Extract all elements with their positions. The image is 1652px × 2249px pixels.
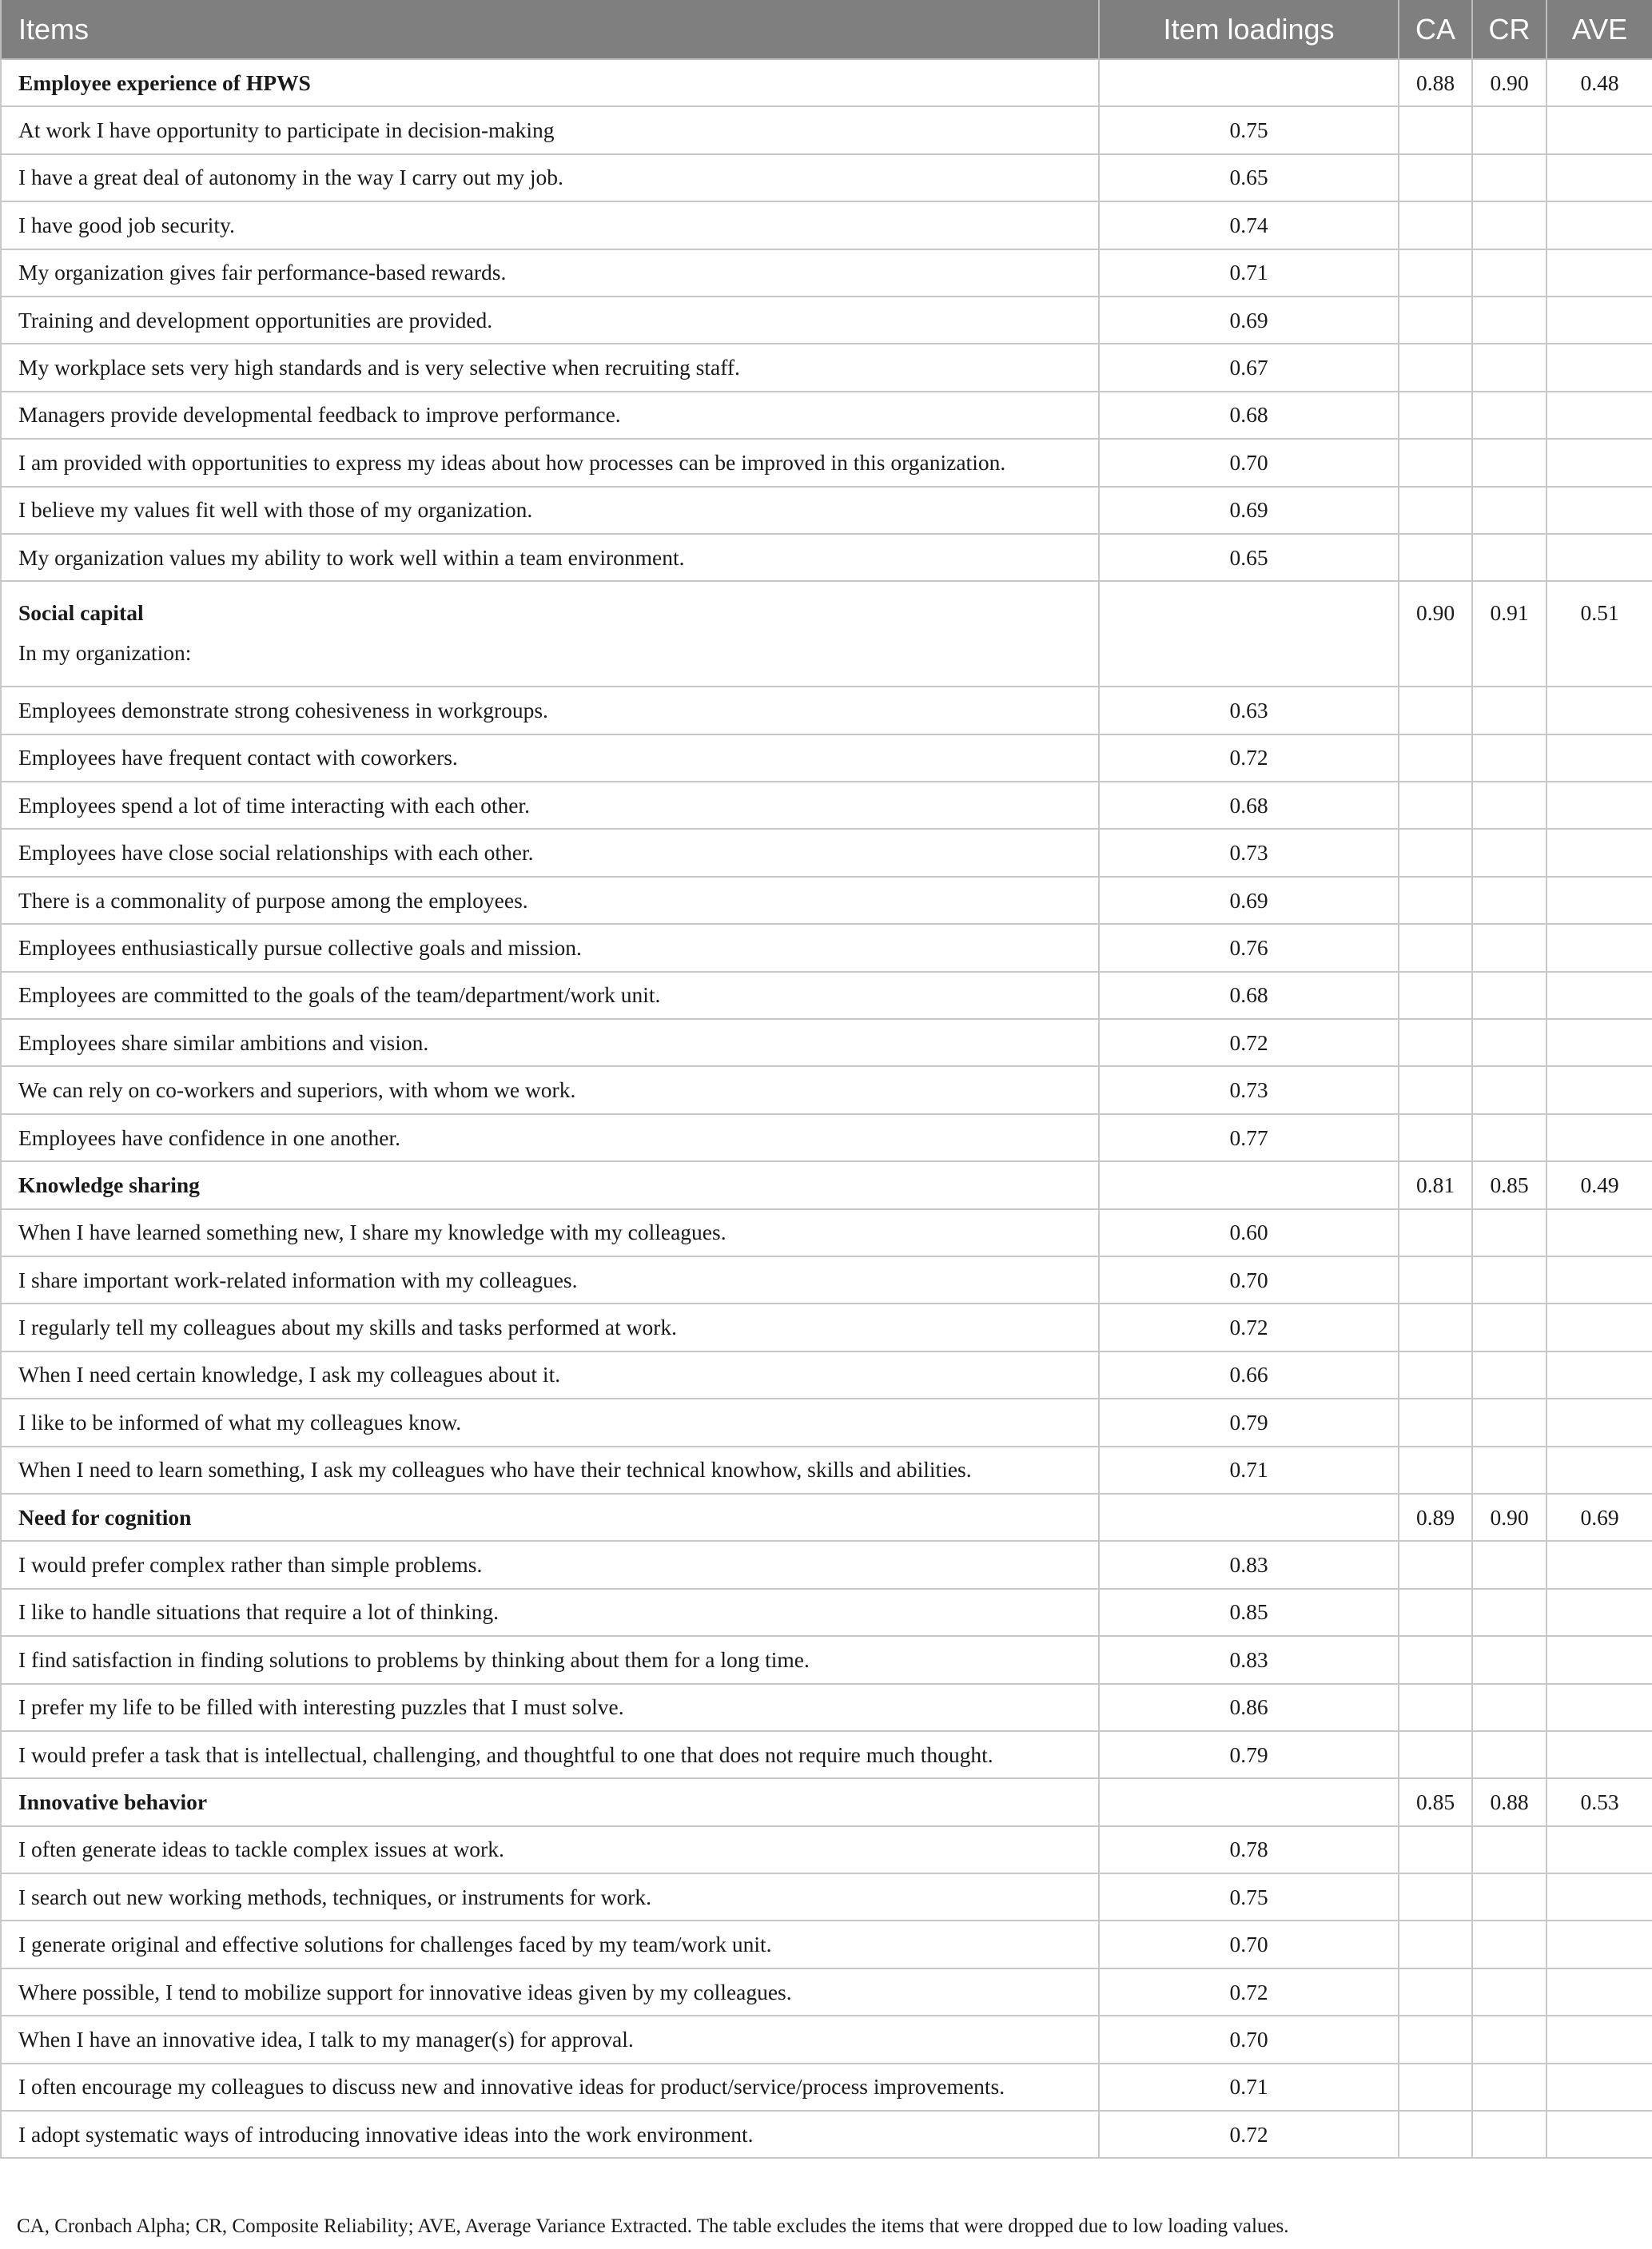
empty-cell	[1547, 2111, 1652, 2158]
empty-cell	[1472, 877, 1547, 924]
item-text: Employees are committed to the goals of the team/department/work unit.	[1, 972, 1099, 1019]
item-loading: 0.63	[1099, 687, 1399, 734]
empty-cell	[1472, 1399, 1547, 1446]
empty-cell	[1399, 1209, 1472, 1256]
empty-cell	[1472, 2111, 1547, 2158]
item-loading: 0.70	[1099, 439, 1399, 486]
empty-cell	[1547, 487, 1652, 534]
empty-cell	[1399, 782, 1472, 829]
item-text: I share important work-related information with my colleagues.	[1, 1256, 1099, 1304]
item-text: Managers provide developmental feedback to improve performance.	[1, 392, 1099, 439]
table-row	[1, 1968, 1652, 2016]
empty-cell	[1472, 1684, 1547, 1731]
empty-cell	[1547, 297, 1652, 344]
empty-cell	[1547, 1351, 1652, 1399]
section-row	[1, 581, 1652, 687]
empty-cell	[1472, 972, 1547, 1019]
section-cr: 0.90	[1472, 59, 1547, 106]
item-text: At work I have opportunity to participate in decision-making	[1, 106, 1099, 153]
table-row	[1, 534, 1652, 581]
section-ave: 0.51	[1547, 581, 1652, 687]
empty-cell	[1399, 487, 1472, 534]
empty-cell	[1547, 1968, 1652, 2016]
section-title-cell	[1, 581, 1099, 687]
item-loading: 0.85	[1099, 1589, 1399, 1636]
empty-cell	[1472, 1873, 1547, 1921]
item-text: I would prefer a task that is intellectual, challenging, and thoughtful to one that does not require much thought.	[1, 1731, 1099, 1778]
table-row	[1, 1873, 1652, 1921]
section-title: Innovative behavior	[1, 1778, 1099, 1825]
empty-cell	[1547, 201, 1652, 249]
item-text: When I have learned something new, I share my knowledge with my colleagues.	[1, 1209, 1099, 1256]
item-loading: 0.75	[1099, 1873, 1399, 1921]
empty-cell	[1399, 1114, 1472, 1161]
empty-cell	[1399, 1447, 1472, 1494]
item-loading: 0.70	[1099, 2016, 1399, 2063]
table-row	[1, 1826, 1652, 1873]
empty-cell	[1472, 1209, 1547, 1256]
table-row	[1, 344, 1652, 391]
item-loading: 0.66	[1099, 1351, 1399, 1399]
table-body	[1, 59, 1652, 2158]
empty-cell	[1547, 1826, 1652, 1873]
empty-cell	[1472, 439, 1547, 486]
table-row	[1, 2111, 1652, 2158]
item-text: I find satisfaction in finding solutions to problems by thinking about them for a long time.	[1, 1636, 1099, 1683]
item-text: When I need to learn something, I ask my colleagues who have their technical knowhow, skills and abilities.	[1, 1447, 1099, 1494]
item-text: I like to handle situations that require a lot of thinking.	[1, 1589, 1099, 1636]
table-row	[1, 1066, 1652, 1113]
item-text: Employees spend a lot of time interacting with each other.	[1, 782, 1099, 829]
header-ave: AVE	[1547, 0, 1652, 59]
empty-cell	[1399, 439, 1472, 486]
empty-cell	[1399, 534, 1472, 581]
empty-cell	[1547, 924, 1652, 971]
table-row	[1, 1114, 1652, 1161]
empty-cell	[1547, 1256, 1652, 1304]
empty-cell	[1547, 2064, 1652, 2111]
table-row	[1, 1351, 1652, 1399]
table-row	[1, 249, 1652, 297]
table-row	[1, 1541, 1652, 1588]
table-row	[1, 1636, 1652, 1683]
empty-cell	[1472, 1731, 1547, 1778]
empty-cell	[1472, 201, 1547, 249]
table-row	[1, 687, 1652, 734]
item-loading: 0.69	[1099, 487, 1399, 534]
item-text: Employees have confidence in one another.	[1, 1114, 1099, 1161]
item-loading: 0.71	[1099, 249, 1399, 297]
empty-cell	[1399, 1826, 1472, 1873]
empty-cell	[1472, 1968, 1547, 2016]
section-loading-empty	[1099, 59, 1399, 106]
empty-cell	[1399, 201, 1472, 249]
empty-cell	[1472, 1589, 1547, 1636]
item-loading: 0.83	[1099, 1636, 1399, 1683]
empty-cell	[1399, 1921, 1472, 1968]
empty-cell	[1399, 1684, 1472, 1731]
item-loading: 0.72	[1099, 1304, 1399, 1351]
table-row	[1, 154, 1652, 201]
table-row	[1, 201, 1652, 249]
empty-cell	[1547, 1304, 1652, 1351]
section-subtitle: In my organization:	[18, 640, 192, 666]
empty-cell	[1547, 534, 1652, 581]
empty-cell	[1399, 297, 1472, 344]
item-loading: 0.70	[1099, 1921, 1399, 1968]
section-ave: 0.49	[1547, 1161, 1652, 1208]
item-text: When I have an innovative idea, I talk to my manager(s) for approval.	[1, 2016, 1099, 2063]
table-row	[1, 1019, 1652, 1066]
table-row	[1, 487, 1652, 534]
empty-cell	[1472, 924, 1547, 971]
item-text: I often generate ideas to tackle complex issues at work.	[1, 1826, 1099, 1873]
item-text: There is a commonality of purpose among the employees.	[1, 877, 1099, 924]
table-row	[1, 1447, 1652, 1494]
table-row	[1, 1589, 1652, 1636]
header-cr: CR	[1472, 0, 1547, 59]
table-row	[1, 1921, 1652, 1968]
table-row	[1, 829, 1652, 876]
empty-cell	[1472, 1447, 1547, 1494]
section-ca: 0.90	[1399, 581, 1472, 687]
item-text: Employees demonstrate strong cohesiveness in workgroups.	[1, 687, 1099, 734]
section-title: Social capital	[18, 600, 144, 626]
item-loading: 0.68	[1099, 972, 1399, 1019]
empty-cell	[1547, 1399, 1652, 1446]
item-loading: 0.69	[1099, 877, 1399, 924]
empty-cell	[1399, 392, 1472, 439]
table-row	[1, 877, 1652, 924]
item-text: I prefer my life to be filled with interesting puzzles that I must solve.	[1, 1684, 1099, 1731]
empty-cell	[1547, 2016, 1652, 2063]
item-loading: 0.69	[1099, 297, 1399, 344]
empty-cell	[1547, 1921, 1652, 1968]
item-loading: 0.74	[1099, 201, 1399, 249]
empty-cell	[1399, 1873, 1472, 1921]
empty-cell	[1399, 2064, 1472, 2111]
section-loading-empty	[1099, 1494, 1399, 1541]
item-text: I have a great deal of autonomy in the way I carry out my job.	[1, 154, 1099, 201]
empty-cell	[1547, 877, 1652, 924]
empty-cell	[1399, 1731, 1472, 1778]
item-loading: 0.72	[1099, 2111, 1399, 2158]
item-text: Employees share similar ambitions and vision.	[1, 1019, 1099, 1066]
table-row	[1, 1304, 1652, 1351]
header-ca: CA	[1399, 0, 1472, 59]
table-footnote: CA, Cronbach Alpha; CR, Composite Reliability; AVE, Average Variance Extracted. The table excludes the items that were dropped due to low loading values.	[17, 2215, 1289, 2237]
header-item-loadings: Item loadings	[1099, 0, 1399, 59]
empty-cell	[1399, 924, 1472, 971]
empty-cell	[1472, 487, 1547, 534]
table-row	[1, 1209, 1652, 1256]
empty-cell	[1547, 1114, 1652, 1161]
empty-cell	[1399, 972, 1472, 1019]
section-row	[1, 1494, 1652, 1541]
empty-cell	[1399, 2016, 1472, 2063]
table-row	[1, 392, 1652, 439]
empty-cell	[1472, 1826, 1547, 1873]
item-loading: 0.72	[1099, 1019, 1399, 1066]
empty-cell	[1472, 2016, 1547, 2063]
empty-cell	[1472, 1304, 1547, 1351]
section-row	[1, 59, 1652, 106]
section-row	[1, 1161, 1652, 1208]
empty-cell	[1547, 392, 1652, 439]
empty-cell	[1547, 1447, 1652, 1494]
item-loading: 0.79	[1099, 1731, 1399, 1778]
empty-cell	[1399, 1351, 1472, 1399]
item-text: Where possible, I tend to mobilize support for innovative ideas given by my colleagues.	[1, 1968, 1099, 2016]
table-row	[1, 106, 1652, 153]
section-ave: 0.69	[1547, 1494, 1652, 1541]
section-ca: 0.89	[1399, 1494, 1472, 1541]
empty-cell	[1547, 1731, 1652, 1778]
empty-cell	[1547, 344, 1652, 391]
item-text: My workplace sets very high standards and is very selective when recruiting staff.	[1, 344, 1099, 391]
table-row	[1, 297, 1652, 344]
empty-cell	[1472, 249, 1547, 297]
section-ave: 0.53	[1547, 1778, 1652, 1825]
item-text: I search out new working methods, techniques, or instruments for work.	[1, 1873, 1099, 1921]
item-loading: 0.65	[1099, 154, 1399, 201]
empty-cell	[1399, 249, 1472, 297]
empty-cell	[1547, 1066, 1652, 1113]
table-row	[1, 1731, 1652, 1778]
section-row	[1, 1778, 1652, 1825]
item-text: I would prefer complex rather than simple problems.	[1, 1541, 1099, 1588]
item-loading: 0.83	[1099, 1541, 1399, 1588]
empty-cell	[1547, 1873, 1652, 1921]
empty-cell	[1472, 297, 1547, 344]
item-loading: 0.76	[1099, 924, 1399, 971]
table-row	[1, 439, 1652, 486]
item-loading: 0.78	[1099, 1826, 1399, 1873]
empty-cell	[1472, 154, 1547, 201]
empty-cell	[1472, 2064, 1547, 2111]
empty-cell	[1399, 106, 1472, 153]
section-ca: 0.81	[1399, 1161, 1472, 1208]
empty-cell	[1399, 877, 1472, 924]
section-ca: 0.88	[1399, 59, 1472, 106]
empty-cell	[1472, 782, 1547, 829]
empty-cell	[1547, 1209, 1652, 1256]
item-text: I like to be informed of what my colleagues know.	[1, 1399, 1099, 1446]
empty-cell	[1399, 1968, 1472, 2016]
table-header-row	[1, 0, 1652, 59]
empty-cell	[1472, 1921, 1547, 1968]
section-title: Need for cognition	[1, 1494, 1099, 1541]
empty-cell	[1472, 1114, 1547, 1161]
table-row	[1, 2064, 1652, 2111]
empty-cell	[1399, 1541, 1472, 1588]
empty-cell	[1399, 1636, 1472, 1683]
item-text: Employees have frequent contact with coworkers.	[1, 734, 1099, 782]
section-loading-empty	[1099, 1778, 1399, 1825]
empty-cell	[1399, 1589, 1472, 1636]
item-loading: 0.75	[1099, 106, 1399, 153]
item-loading: 0.70	[1099, 1256, 1399, 1304]
empty-cell	[1399, 154, 1472, 201]
empty-cell	[1547, 734, 1652, 782]
item-loading: 0.68	[1099, 782, 1399, 829]
empty-cell	[1472, 829, 1547, 876]
empty-cell	[1547, 687, 1652, 734]
empty-cell	[1399, 1066, 1472, 1113]
empty-cell	[1472, 1019, 1547, 1066]
item-text: I have good job security.	[1, 201, 1099, 249]
item-text: I generate original and effective solutions for challenges faced by my team/work unit.	[1, 1921, 1099, 1968]
section-cr: 0.85	[1472, 1161, 1547, 1208]
item-loading: 0.60	[1099, 1209, 1399, 1256]
item-text: I am provided with opportunities to express my ideas about how processes can be improved in this organization.	[1, 439, 1099, 486]
item-loading: 0.86	[1099, 1684, 1399, 1731]
item-loading: 0.68	[1099, 392, 1399, 439]
empty-cell	[1547, 1589, 1652, 1636]
empty-cell	[1547, 1019, 1652, 1066]
section-ca: 0.85	[1399, 1778, 1472, 1825]
empty-cell	[1472, 534, 1547, 581]
empty-cell	[1547, 1541, 1652, 1588]
empty-cell	[1472, 344, 1547, 391]
table-row	[1, 1399, 1652, 1446]
empty-cell	[1472, 392, 1547, 439]
item-loading: 0.79	[1099, 1399, 1399, 1446]
empty-cell	[1547, 106, 1652, 153]
empty-cell	[1399, 1019, 1472, 1066]
table-row	[1, 1256, 1652, 1304]
header-items: Items	[1, 0, 1099, 59]
empty-cell	[1472, 734, 1547, 782]
empty-cell	[1399, 1304, 1472, 1351]
section-loading-empty	[1099, 581, 1399, 687]
empty-cell	[1399, 2111, 1472, 2158]
item-text: We can rely on co-workers and superiors, with whom we work.	[1, 1066, 1099, 1113]
empty-cell	[1547, 1636, 1652, 1683]
section-cr: 0.90	[1472, 1494, 1547, 1541]
item-text: When I need certain knowledge, I ask my colleagues about it.	[1, 1351, 1099, 1399]
empty-cell	[1547, 249, 1652, 297]
section-cr: 0.91	[1472, 581, 1547, 687]
item-loading: 0.77	[1099, 1114, 1399, 1161]
item-loading: 0.73	[1099, 829, 1399, 876]
empty-cell	[1547, 782, 1652, 829]
table-row	[1, 2016, 1652, 2063]
table-row	[1, 782, 1652, 829]
empty-cell	[1472, 1256, 1547, 1304]
empty-cell	[1472, 1351, 1547, 1399]
item-loading: 0.67	[1099, 344, 1399, 391]
item-text: I adopt systematic ways of introducing innovative ideas into the work environment.	[1, 2111, 1099, 2158]
item-text: My organization gives fair performance-based rewards.	[1, 249, 1099, 297]
item-loading: 0.71	[1099, 1447, 1399, 1494]
empty-cell	[1399, 1256, 1472, 1304]
empty-cell	[1472, 1636, 1547, 1683]
table-row	[1, 924, 1652, 971]
empty-cell	[1399, 687, 1472, 734]
item-loading: 0.71	[1099, 2064, 1399, 2111]
item-text: Employees have close social relationships with each other.	[1, 829, 1099, 876]
section-title: Knowledge sharing	[1, 1161, 1099, 1208]
empty-cell	[1399, 1399, 1472, 1446]
item-text: My organization values my ability to work well within a team environment.	[1, 534, 1099, 581]
table-row	[1, 734, 1652, 782]
item-text: I regularly tell my colleagues about my skills and tasks performed at work.	[1, 1304, 1099, 1351]
empty-cell	[1399, 829, 1472, 876]
empty-cell	[1547, 829, 1652, 876]
item-text: Employees enthusiastically pursue collective goals and mission.	[1, 924, 1099, 971]
item-loading: 0.72	[1099, 1968, 1399, 2016]
empty-cell	[1399, 734, 1472, 782]
empty-cell	[1399, 344, 1472, 391]
item-loading: 0.73	[1099, 1066, 1399, 1113]
empty-cell	[1547, 154, 1652, 201]
empty-cell	[1472, 106, 1547, 153]
item-text: Training and development opportunities are provided.	[1, 297, 1099, 344]
section-loading-empty	[1099, 1161, 1399, 1208]
empty-cell	[1547, 1684, 1652, 1731]
item-text: I believe my values fit well with those of my organization.	[1, 487, 1099, 534]
empty-cell	[1472, 1541, 1547, 1588]
empty-cell	[1472, 1066, 1547, 1113]
item-loading: 0.72	[1099, 734, 1399, 782]
empty-cell	[1547, 439, 1652, 486]
section-ave: 0.48	[1547, 59, 1652, 106]
empty-cell	[1472, 687, 1547, 734]
empty-cell	[1547, 972, 1652, 1019]
item-text: I often encourage my colleagues to discuss new and innovative ideas for product/service/process improvements.	[1, 2064, 1099, 2111]
table-row	[1, 972, 1652, 1019]
section-cr: 0.88	[1472, 1778, 1547, 1825]
item-loading: 0.65	[1099, 534, 1399, 581]
section-title: Employee experience of HPWS	[1, 59, 1099, 106]
table-row	[1, 1684, 1652, 1731]
